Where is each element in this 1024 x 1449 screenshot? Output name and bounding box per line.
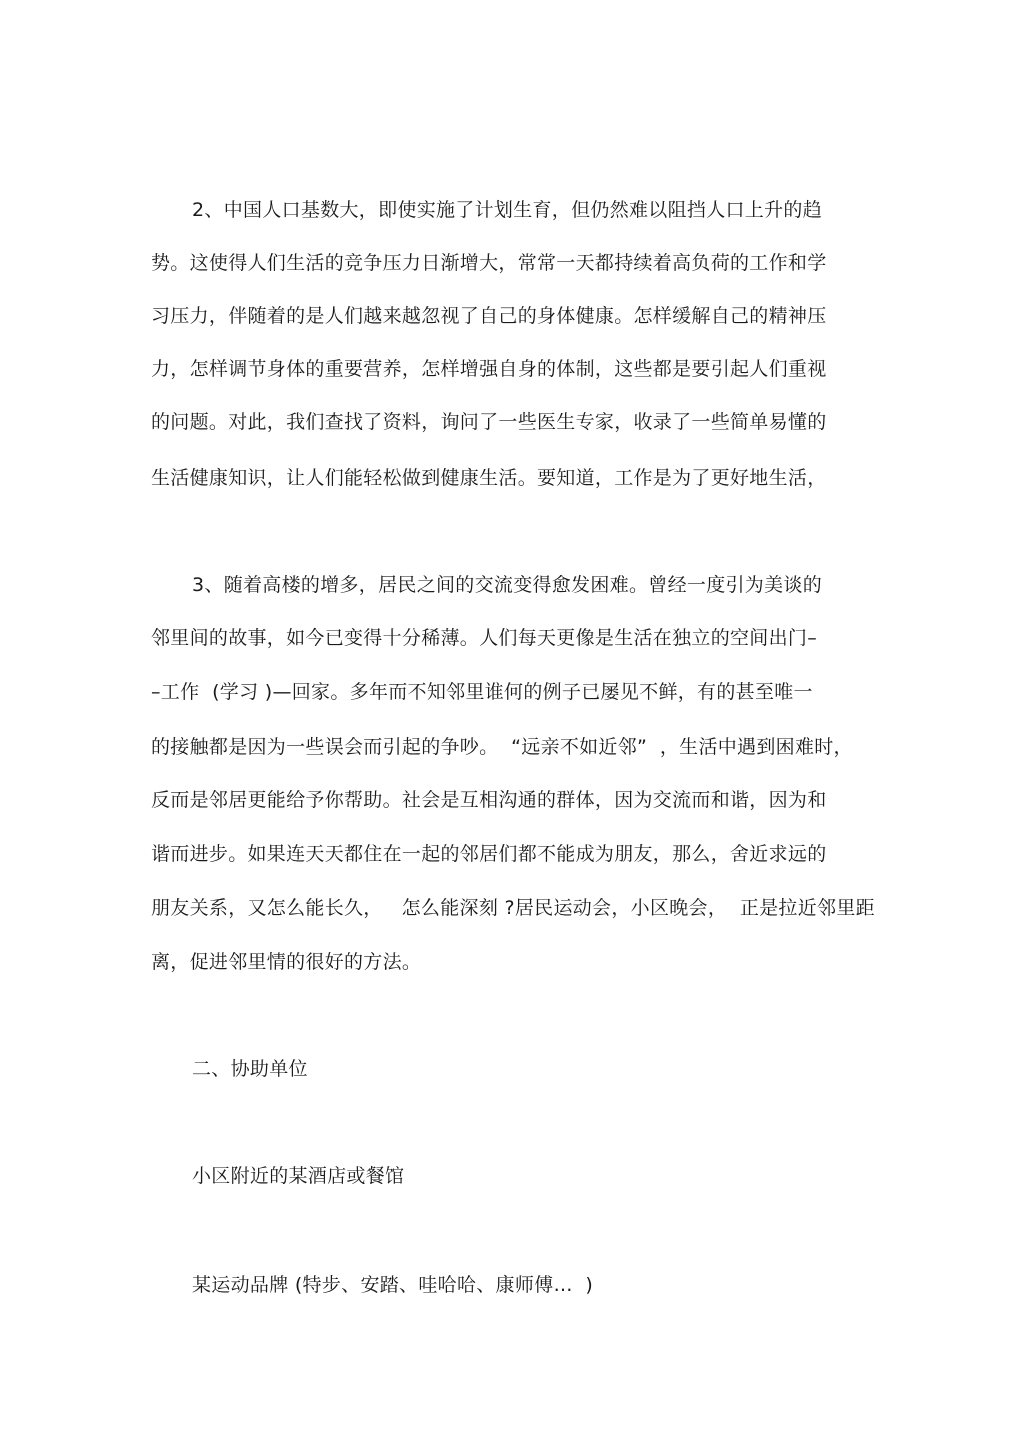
paragraph-2-line-2: 势。这使得人们生活的竞争压力日渐增大，常常一天都持续着高负荷的工作和学 xyxy=(151,252,827,274)
list-item-sports-brand: 某运动品牌 (特步、安踏、哇哈哈、康师傅… ) xyxy=(192,1274,594,1296)
section-heading: 二、协助单位 xyxy=(192,1058,308,1080)
paragraph-3-line-7: 朋友关系，又怎么能长久， 怎么能深刻 ?居民运动会，小区晚会， 正是拉近邻里距 xyxy=(151,897,875,919)
paragraph-2-line-5: 的问题。对此，我们查找了资料，询问了一些医生专家，收录了一些简单易懂的 xyxy=(151,411,827,433)
paragraph-3-line-2: 邻里间的故事，如今已变得十分稀薄。人们每天更像是生活在独立的空间出门– xyxy=(151,627,818,649)
paragraph-3-line-1: 3、随着高楼的增多，居民之间的交流变得愈发困难。曾经一度引为美谈的 xyxy=(192,574,822,596)
paragraph-2-line-6: 生活健康知识，让人们能轻松做到健康生活。要知道，工作是为了更好地生活， xyxy=(151,467,827,489)
paragraph-2-line-4: 力，怎样调节身体的重要营养，怎样增强自身的体制，这些都是要引起人们重视 xyxy=(151,358,827,380)
paragraph-3-line-6: 谐而进步。如果连天天都住在一起的邻居们都不能成为朋友，那么，舍近求远的 xyxy=(151,843,827,865)
paragraph-2-line-3: 习压力，伴随着的是人们越来越忽视了自己的身体健康。怎样缓解自己的精神压 xyxy=(151,305,827,327)
paragraph-2-line-1: 2、中国人口基数大，即使实施了计划生育，但仍然难以阻挡人口上升的趋 xyxy=(192,199,822,221)
paragraph-3-line-5: 反而是邻居更能给予你帮助。社会是互相沟通的群体，因为交流而和谐，因为和 xyxy=(151,789,827,811)
paragraph-3-line-8: 离，促进邻里情的很好的方法。 xyxy=(151,951,422,973)
paragraph-3-line-4: 的接触都是因为一些误会而引起的争吵。 “远亲不如近邻” ，生活中遇到困难时， xyxy=(151,736,853,758)
paragraph-3-line-3: –工作 (学习 )—回家。多年而不知邻里谁何的例子已屡见不鲜，有的甚至唯一 xyxy=(151,681,813,703)
list-item-hotel: 小区附近的某酒店或餐馆 xyxy=(192,1165,405,1187)
